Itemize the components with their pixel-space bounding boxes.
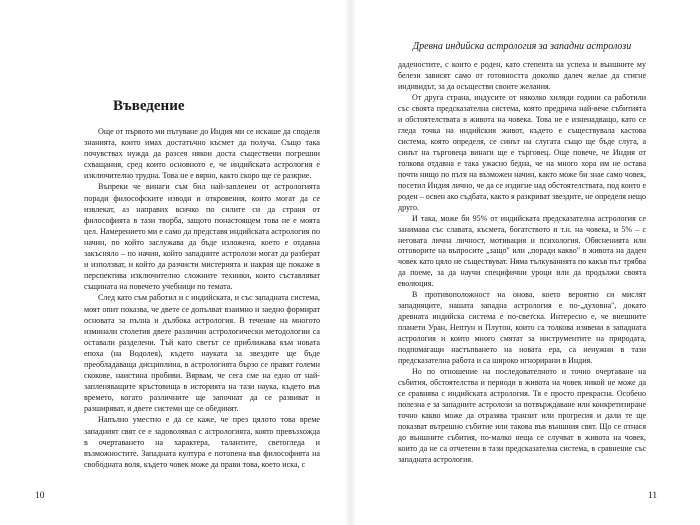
page-number-right: 11 — [648, 491, 658, 501]
left-page — [0, 0, 345, 525]
left-page-body — [84, 126, 320, 470]
paragraph: В противоположност на онова, което вероятно си мислят западняците, нашата западна астрология е по-„духовна", докато древната индийска система е по-светска. Интересно е, че внешните планети Уран, Нептун и Плутон, които са толкова изявени в западната астрология и които много смятат за инструментите на природата, подпомагащи настъпването на новата ера, са ненужни в тази предсказателна работа и са широко игнорирани в Индия. — [398, 290, 646, 366]
paragraph: И така, може би 95% от индийската предсказателна астрология се занимава със славата, късмета, богатството и т.н. на човека, и 5% – с неговата лична личност, мотивация и психология. Обясненията или отговорите на въпросите „защо" или „поради какво" в живота на даден човек като цяло не съществуват. Няма тълкуванията по какъв път трябва да поеме, за да научи специфични уроци или да продължи своята еволюция. — [398, 213, 646, 289]
paragraph: След като съм работил и с индийската, и със западната система, моят опит показва, че двете се допълват взаимно и заедно формират основата за пълна и дълбока астрология. В течение на многото изминали столетия двете различни астрологически методологии са оставали разделени. Тъй като светът се приближава към новата епоха (на Водолея), където науката за звездите ще бъде преобладаваща дисциплина, в астрологията бързо се правят големи скокове, наистина пробиви. Вярвам, че сега сме на едно от най-запленяващите кръстовища в историята на тази наука, където във времето, когато различните ще започнат да се развиват и разширяват, и двете системи ще се обединят. — [84, 293, 320, 414]
paragraph: От друга страна, индусите от няколко хиляди години са работили със своята предсказателна система, която предрича най-вече събитията и обстоятелствата в живота на човека. Това не е изненадващо, като се гледа точка на индийския живот, където е съществувала кастова система, която определя, се синът на слугата също ще бъде слуга, а синът на търговеца винаги ще е търговец. Още повече, че Индия от толкова отдавна е така ужасно бедна, че на много хора им не остава почти нищо по пътя на възможен начин, както може би знае само човек, посетил Индия лично, че да се издигне над обстоятелствата, под които е роден – освен ако съдбата, както я разкриват звездите, не определя нещо друго. — [398, 92, 646, 212]
paragraph: Напълно уместно е да се каже, че през цялото това време западният свят се е задоволявал с астрологията, която превъзхожда в очертаването на характера, талантите, светогледа и възможностите. Западната култура е потопена във философията на свободната воля, където човек може да прави това, което иска, с — [84, 415, 320, 469]
running-header: Древна индийска астрология за западни астролози — [412, 41, 632, 52]
paragraph: даденостите, с които е роден, като степента на успеха и външните му белези зависят само от готовността доколко далеч желае да стигне индивидът, за да осъществи своите желания. — [398, 60, 646, 91]
right-page-body — [398, 60, 646, 466]
paragraph: Въпреки че винаги съм бил най-запленен от астрологията поради философските изводи и откровения, които могат да се извлекат, аз направих всичко по силите си да страня от философията в тази творба, защото понастоящем това не е моята цел. Намерението ми е само да представя индийската астрология по начин, по който заслужава да бъде изложена, което е отдавна закъсняло – по начин, който западните астролози могат да разберат и използват, и който да разчисти мистерията и накрая ще покаже в перспектива изключително сложните техники, които съставляват същината на повечето учебници по темата. — [84, 182, 320, 292]
paragraph: Но по отношение на последователното и точно очертаване на събития, обстоятелства и периоди в живота на човек никой не може да се сравнява с индийската астрология. Тя е просто прекрасна. Особено полезна е за западните астролози за потвърждаване или конкретизиране точно какво може да отразява транзит или прогресия и дали те ще показват вътрешно събитие или такова във външния свят. Що се отнася до външните събития, по-малко неща се случват в живота на човек, които да не са отчетени в тази предсказателна система, в сравнение със западната астрология. — [398, 367, 646, 464]
chapter-title: Въведение — [113, 98, 185, 114]
paragraph: Още от първото ми пътуване до Индия ми се искаше да споделя знанията, които имах достатъчно късмет да получа. Също така почувствах нужда да разсея някои доста съществени погрешни схващания, сред които основното е, че индийската астрология е изключително трудна. Това не е вярно, както скоро ще се разкрие. — [84, 127, 320, 181]
page-number-left: 10 — [35, 491, 45, 501]
